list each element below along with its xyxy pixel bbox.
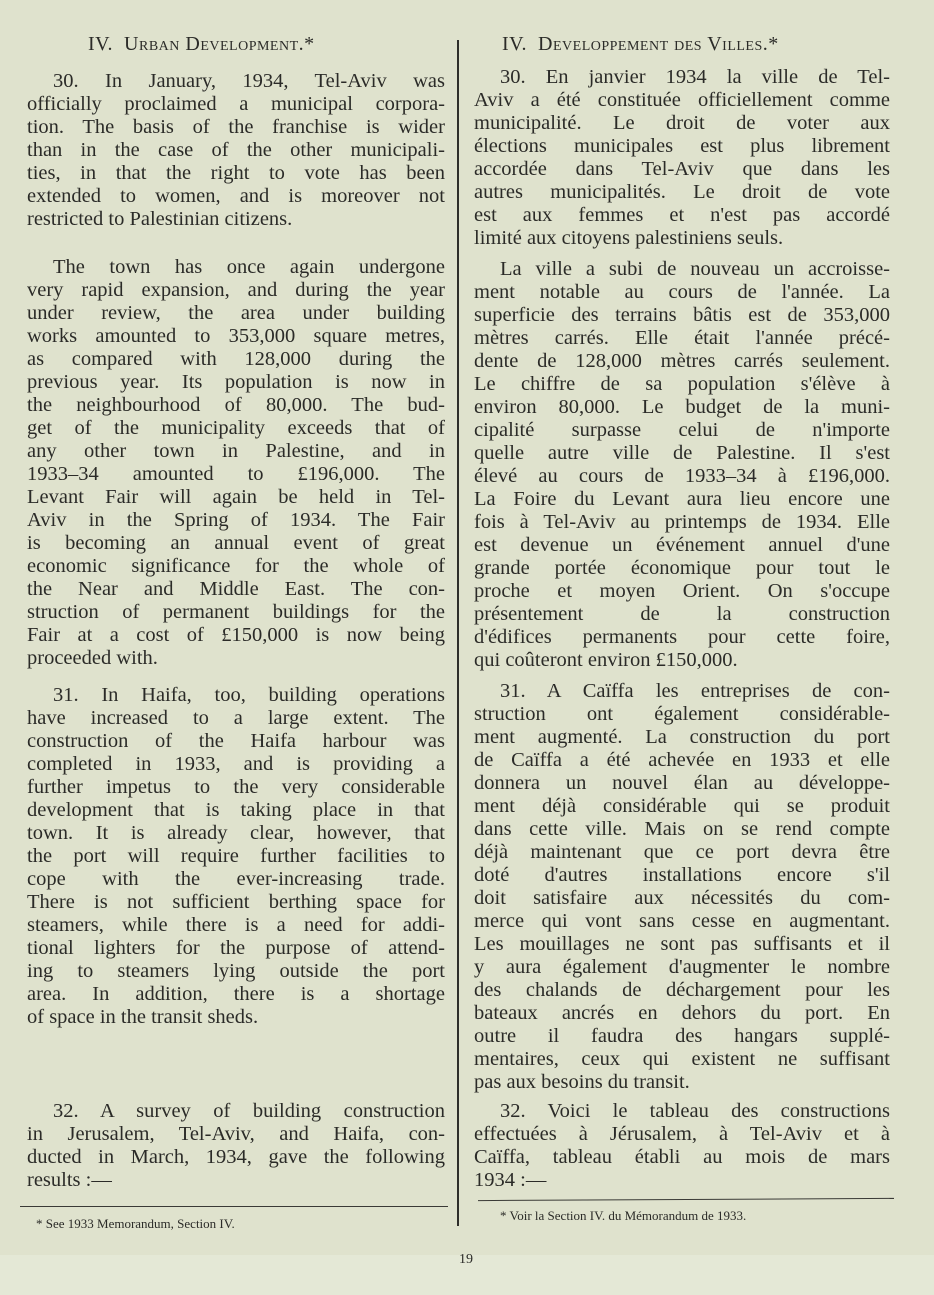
text-line: déjà maintenant que ce port devra être — [474, 841, 890, 863]
text-line: Les mouillages ne sont pas suffisants et il — [474, 933, 890, 955]
text-line: y aura également d'augmenter le nombre — [474, 956, 890, 978]
text-line: 31. A Caïffa les entreprises de con- — [500, 680, 890, 702]
page-number: 19 — [459, 1252, 473, 1267]
french-paragraph-31 — [474, 680, 890, 1094]
text-line: 30. En janvier 1934 la ville de Tel- — [500, 66, 890, 88]
text-line: struction ont également considérable- — [474, 703, 890, 725]
text-line: est aux femmes et n'est pas accordé — [474, 204, 890, 226]
text-line: cope with the ever-increasing trade. — [27, 868, 445, 890]
text-line: construction of the Haifa harbour was — [27, 730, 445, 752]
text-line: in Jerusalem, Tel-Aviv, and Haifa, con- — [27, 1123, 445, 1145]
text-line: fois à Tel-Aviv au printemps de 1934. Elle — [474, 511, 890, 533]
text-line: accordée dans Tel-Aviv que dans les — [474, 158, 890, 180]
text-line: Caïffa, tableau établi au mois de mars — [474, 1146, 890, 1168]
text-line: ment notable au cours de l'année. La — [474, 281, 890, 303]
french-footnote-rule — [478, 1198, 894, 1201]
text-line: further impetus to the very considerable — [27, 776, 445, 798]
text-line: completed in 1933, and is providing a — [27, 753, 445, 775]
text-line: Aviv in the Spring of 1934. The Fair — [27, 509, 445, 531]
text-line: 1934 :— — [474, 1169, 547, 1191]
text-line: proceeded with. — [27, 647, 158, 669]
french-heading-title: Developpement des Villes.* — [538, 33, 779, 55]
text-line: any other town in Palestine, and in — [27, 440, 445, 462]
text-line: 32. Voici le tableau des constructions — [500, 1100, 890, 1122]
text-line: autres municipalités. Le droit de vote — [474, 181, 890, 203]
text-line: qui coûteront environ £150,000. — [474, 649, 738, 671]
text-line: dente de 128,000 mètres carrés seulement. — [474, 350, 890, 372]
text-line: merce qui vont sans cesse en augmentant. — [474, 910, 890, 932]
english-paragraph-town — [27, 256, 445, 670]
text-line: very rapid expansion, and during the year — [27, 279, 445, 301]
english-heading-title: Urban Development.* — [124, 33, 315, 55]
text-line: cipalité surpasse celui de n'importe — [474, 419, 890, 441]
text-line: officially proclaimed a municipal corpora- — [27, 93, 445, 115]
text-line: area. In addition, there is a shortage — [27, 983, 445, 1005]
text-line: There is not sufficient berthing space for — [27, 891, 445, 913]
text-line: superficie des terrains bâtis est de 353,000 — [474, 304, 890, 326]
text-line: Aviv a été constituée officiellement comme — [474, 89, 890, 111]
text-line: Levant Fair will again be held in Tel- — [27, 486, 445, 508]
english-paragraph-32 — [27, 1100, 445, 1192]
text-line: ties, in that the right to vote has been — [27, 162, 445, 184]
french-heading-number: IV. — [502, 33, 528, 55]
text-line: dans cette ville. Mais on se rend compte — [474, 818, 890, 840]
text-line: bateaux ancrés en dehors du port. En — [474, 1002, 890, 1024]
text-line: 32. A survey of building construction — [53, 1100, 445, 1122]
text-line: est devenue un événement annuel d'une — [474, 534, 890, 556]
french-paragraph-ville — [474, 258, 890, 672]
text-line: doté d'autres installations encore s'il — [474, 864, 890, 886]
text-line: Fair at a cost of £150,000 is now being — [27, 624, 445, 646]
text-line: town. It is already clear, however, that — [27, 822, 445, 844]
text-line: mentaires, ceux qui existent ne suffisant — [474, 1048, 890, 1070]
french-footnote: * Voir la Section IV. du Mémorandum de 1933. — [500, 1208, 747, 1223]
text-line: La ville a subi de nouveau un accroisse- — [500, 258, 890, 280]
text-line: effectuées à Jérusalem, à Tel-Aviv et à — [474, 1123, 890, 1145]
text-line: under review, the area under building — [27, 302, 445, 324]
text-line: get of the municipality exceeds that of — [27, 417, 445, 439]
text-line: d'édifices permanents pour cette foire, — [474, 626, 890, 648]
text-line: donnera un nouvel élan au développe- — [474, 772, 890, 794]
french-heading — [502, 32, 779, 56]
text-line: The town has once again undergone — [53, 256, 445, 278]
text-line: as compared with 128,000 during the — [27, 348, 445, 370]
text-line: than in the case of the other municipali- — [27, 139, 445, 161]
english-paragraph-31 — [27, 684, 445, 1029]
text-line: limité aux citoyens palestiniens seuls. — [474, 227, 784, 249]
text-line: is becoming an annual event of great — [27, 532, 445, 554]
text-line: environ 80,000. Le budget de la muni- — [474, 396, 890, 418]
text-line: quelle autre ville de Palestine. Il s'est — [474, 442, 890, 464]
text-line: ing to steamers lying outside the port — [27, 960, 445, 982]
text-line: Le chiffre de sa population s'élève à — [474, 373, 890, 395]
english-heading — [88, 32, 315, 56]
text-line: the port will require further facilities to — [27, 845, 445, 867]
text-line: pas aux besoins du transit. — [474, 1071, 690, 1093]
english-footnote: * See 1933 Memorandum, Section IV. — [36, 1216, 235, 1231]
text-line: results :— — [27, 1169, 112, 1191]
text-line: steamers, while there is a need for addi- — [27, 914, 445, 936]
english-heading-number: IV. — [88, 33, 114, 55]
text-line: grande portée économique pour tout le — [474, 557, 890, 579]
text-line: tion. The basis of the franchise is wider — [27, 116, 445, 138]
text-line: de Caïffa a été achevée en 1933 et elle — [474, 749, 890, 771]
english-footnote-rule — [20, 1206, 448, 1207]
text-line: struction of permanent buildings for the — [27, 601, 445, 623]
text-line: the neighbourhood of 80,000. The bud- — [27, 394, 445, 416]
text-line: previous year. Its population is now in — [27, 371, 445, 393]
text-line: élevé au cours de 1933–34 à £196,000. — [474, 465, 890, 487]
text-line: development that is taking place in that — [27, 799, 445, 821]
text-line: des chalands de déchargement pour les — [474, 979, 890, 1001]
text-line: outre il faudra des hangars supplé- — [474, 1025, 890, 1047]
text-line: of space in the transit sheds. — [27, 1006, 259, 1028]
column-divider — [457, 40, 459, 1226]
text-line: 30. In January, 1934, Tel-Aviv was — [53, 70, 445, 92]
text-line: proche et moyen Orient. On s'occupe — [474, 580, 890, 602]
english-paragraph-30 — [27, 70, 445, 231]
text-line: doit satisfaire aux nécessités du com- — [474, 887, 890, 909]
text-line: ducted in March, 1934, gave the following — [27, 1146, 445, 1168]
text-line: works amounted to 353,000 square metres, — [27, 325, 445, 347]
text-line: 1933–34 amounted to £196,000. The — [27, 463, 445, 485]
text-line: mètres carrés. Elle était l'année précé- — [474, 327, 890, 349]
french-paragraph-32 — [474, 1100, 890, 1192]
text-line: have increased to a large extent. The — [27, 707, 445, 729]
text-line: tional lighters for the purpose of attend- — [27, 937, 445, 959]
text-line: présentement de la construction — [474, 603, 890, 625]
text-line: ment augmenté. La construction du port — [474, 726, 890, 748]
text-line: economic significance for the whole of — [27, 555, 445, 577]
text-line: extended to women, and is moreover not — [27, 185, 445, 207]
text-line: restricted to Palestinian citizens. — [27, 208, 293, 230]
text-line: La Foire du Levant aura lieu encore une — [474, 488, 890, 510]
text-line: ment déjà considérable qui se produit — [474, 795, 890, 817]
text-line: élections municipales est plus librement — [474, 135, 890, 157]
text-line: the Near and Middle East. The con- — [27, 578, 445, 600]
french-paragraph-30 — [474, 66, 890, 250]
text-line: 31. In Haifa, too, building operations — [53, 684, 445, 706]
text-line: municipalité. Le droit de voter aux — [474, 112, 890, 134]
